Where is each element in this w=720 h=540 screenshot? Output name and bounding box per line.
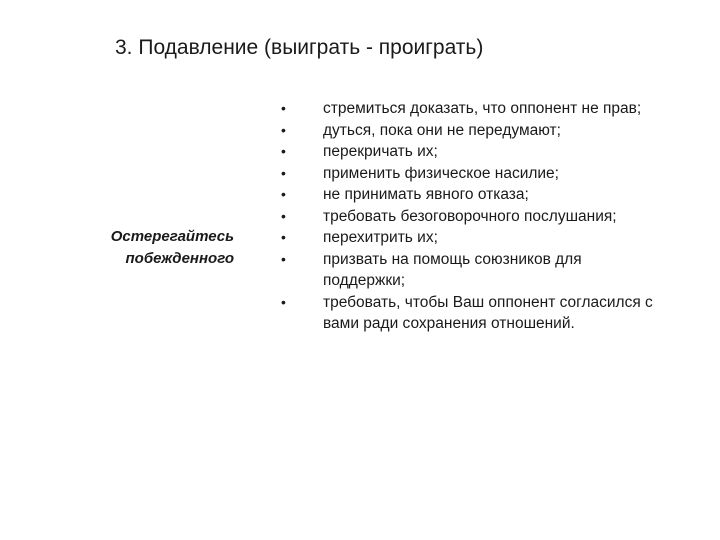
list-item	[278, 227, 658, 249]
list-item	[278, 249, 658, 292]
bullet-icon: •	[281, 229, 286, 245]
bullet-icon: •	[281, 186, 286, 202]
bullet-icon: •	[281, 250, 286, 267]
list-item-text: перекричать их;	[323, 143, 438, 160]
slide-title: 3. Подавление (выиграть - проиграть)	[115, 36, 484, 59]
list-item-text: не принимать явного отказа;	[323, 186, 529, 203]
list-item	[278, 206, 658, 228]
list-item-text: дуться, пока они не передумают;	[323, 121, 561, 139]
side-note: Остерегайтесь побежденного	[110, 228, 234, 267]
list-item-text: призвать на помощь союзников для поддержки;	[323, 250, 582, 289]
list-item-text: требовать безоговорочного послушания;	[323, 207, 617, 225]
bullet-icon: •	[281, 100, 286, 116]
list-item-text: требовать, чтобы Ваш оппонент согласился с вами ради сохранения отношений.	[323, 293, 653, 332]
list-item-text: применить физическое насилие;	[323, 164, 559, 182]
bullet-icon: •	[281, 164, 286, 181]
bullet-icon: •	[281, 207, 286, 224]
list-item	[278, 163, 658, 185]
list-item-text: стремиться доказать, что оппонент не прав;	[323, 100, 642, 117]
bullet-icon: •	[281, 293, 286, 310]
bullet-icon: •	[281, 121, 286, 138]
list-item	[278, 98, 658, 120]
list-item	[278, 141, 658, 163]
bullet-icon: •	[281, 143, 286, 159]
list-item	[278, 184, 658, 206]
list-item	[278, 120, 658, 142]
list-item-text: перехитрить их;	[323, 229, 438, 246]
list-item	[278, 292, 658, 335]
bullet-list	[278, 98, 658, 335]
